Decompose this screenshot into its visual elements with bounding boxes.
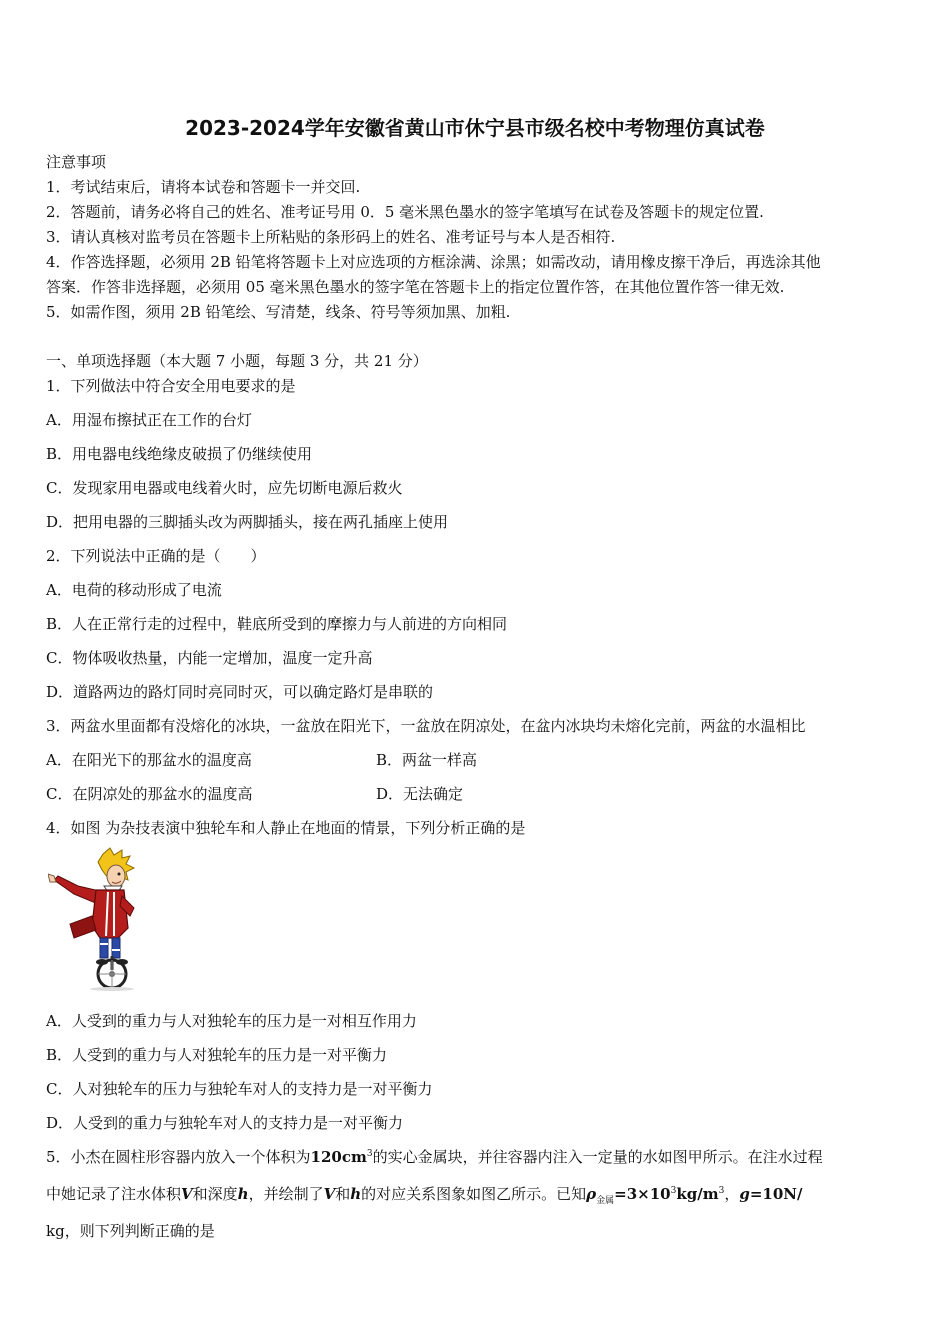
notice-item-2: 2．答题前，请务必将自己的姓名、准考证号用 0．5 毫米黑色墨水的签字笔填写在试卷及答题卡的规定位置. bbox=[46, 203, 764, 221]
notice-item-5: 5．如需作图，须用 2B 铅笔绘、写清楚，线条、符号等须加黑、加粗. bbox=[46, 303, 511, 321]
q5-var-h: h bbox=[350, 1185, 362, 1203]
q5-density-value: =3×10 bbox=[614, 1185, 671, 1203]
q5-text: 和 bbox=[335, 1185, 351, 1203]
q3-option-c: C．在阴凉处的那盆水的温度高 bbox=[46, 785, 253, 803]
q1-stem: 1．下列做法中符合安全用电要求的是 bbox=[46, 377, 296, 395]
q4-stem: 4．如图 为杂技表演中独轮车和人静止在地面的情景，下列分析正确的是 bbox=[46, 819, 526, 837]
q2-option-d: D．道路两边的路灯同时亮同时灭，可以确定路灯是串联的 bbox=[46, 683, 434, 701]
q5-text: 和深度 bbox=[192, 1185, 238, 1203]
q5-var-h: h bbox=[237, 1185, 249, 1203]
notice-item-4-cont: 答案．作答非选择题，必须用 05 毫米黑色墨水的签字笔在答题卡上的指定位置作答，在其他位置作答一律无效. bbox=[46, 278, 785, 296]
q5-text: ，并绘制了 bbox=[248, 1185, 324, 1203]
q5-gravity-value: =10N/ bbox=[749, 1185, 803, 1203]
q1-option-a: A．用湿布擦拭正在工作的台灯 bbox=[46, 411, 252, 429]
q2-option-c: C．物体吸收热量，内能一定增加，温度一定升高 bbox=[46, 649, 373, 667]
q5-text: 的对应关系图象如图乙所示。已知 bbox=[361, 1185, 587, 1203]
q5-text: 5．小杰在圆柱形容器内放入一个体积为 bbox=[46, 1148, 311, 1166]
q3-option-b: B．两盆一样高 bbox=[376, 751, 478, 769]
q3-stem: 3．两盆水里面都有没熔化的冰块，一盆放在阳光下，一盆放在阴凉处，在盆内冰块均未熔化完前，两盆的水温相比 bbox=[46, 717, 806, 735]
q5-density-unit: kg/m bbox=[676, 1185, 719, 1203]
q4-option-a: A．人受到的重力与人对独轮车的压力是一对相互作用力 bbox=[46, 1012, 417, 1030]
q5-density-unit-exponent: 3 bbox=[718, 1186, 725, 1196]
unicycle-performer-illustration bbox=[48, 846, 158, 991]
q5-text: ， bbox=[724, 1185, 740, 1203]
q3-option-d: D．无法确定 bbox=[376, 785, 464, 803]
notice-item-4: 4．作答选择题，必须用 2B 铅笔将答题卡上对应选项的方框涂满、涂黑；如需改动，请用橡皮擦干净后，再选涂其他 bbox=[46, 253, 821, 271]
section-heading: 一、单项选择题（本大题 7 小题，每题 3 分，共 21 分） bbox=[46, 352, 428, 370]
q5-line-3: kg，则下列判断正确的是 bbox=[46, 1222, 215, 1240]
notice-item-1: 1．考试结束后，请将本试卷和答题卡一并交回. bbox=[46, 178, 361, 196]
q5-var-g: g bbox=[739, 1185, 750, 1203]
q4-option-b: B．人受到的重力与人对独轮车的压力是一对平衡力 bbox=[46, 1046, 388, 1064]
q5-var-v: V bbox=[323, 1185, 336, 1203]
q3-option-a: A．在阳光下的那盆水的温度高 bbox=[46, 751, 252, 769]
q1-option-c: C．发现家用电器或电线着火时，应先切断电源后救火 bbox=[46, 479, 403, 497]
notice-heading: 注意事项 bbox=[46, 153, 107, 171]
q5-volume-value: 120cm bbox=[310, 1148, 367, 1166]
q5-line-2 bbox=[46, 1184, 802, 1204]
q5-var-v: V bbox=[181, 1185, 193, 1203]
q1-option-b: B．用电器电线绝缘皮破损了仍继续使用 bbox=[46, 445, 313, 463]
unicycle-figure bbox=[48, 846, 158, 991]
q1-option-d: D．把用电器的三脚插头改为两脚插头，接在两孔插座上使用 bbox=[46, 513, 449, 531]
q5-text: 的实心金属块，并往容器内注入一定量的水如图甲所示。在注水过程 bbox=[372, 1148, 823, 1166]
q5-density-exponent: 3 bbox=[670, 1186, 677, 1196]
q5-rho-symbol: ρ bbox=[586, 1185, 597, 1203]
q2-option-b: B．人在正常行走的过程中，鞋底所受到的摩擦力与人前进的方向相同 bbox=[46, 615, 508, 633]
q2-stem: 2．下列说法中正确的是（ ） bbox=[46, 547, 266, 565]
page-title: 2023-2024学年安徽省黄山市休宁县市级名校中考物理仿真试卷 bbox=[185, 116, 765, 140]
q5-text: 中她记录了注水体积 bbox=[46, 1185, 182, 1203]
q5-rho-subscript: 金属 bbox=[596, 1196, 615, 1206]
q4-option-d: D．人受到的重力与独轮车对人的支持力是一对平衡力 bbox=[46, 1114, 404, 1132]
q5-volume-exponent: 3 bbox=[366, 1149, 373, 1159]
q5-line-1 bbox=[46, 1147, 823, 1167]
q2-option-a: A．电荷的移动形成了电流 bbox=[46, 581, 222, 599]
notice-item-3: 3．请认真核对监考员在答题卡上所粘贴的条形码上的姓名、准考证号与本人是否相符. bbox=[46, 228, 616, 246]
q4-option-c: C．人对独轮车的压力与独轮车对人的支持力是一对平衡力 bbox=[46, 1080, 433, 1098]
